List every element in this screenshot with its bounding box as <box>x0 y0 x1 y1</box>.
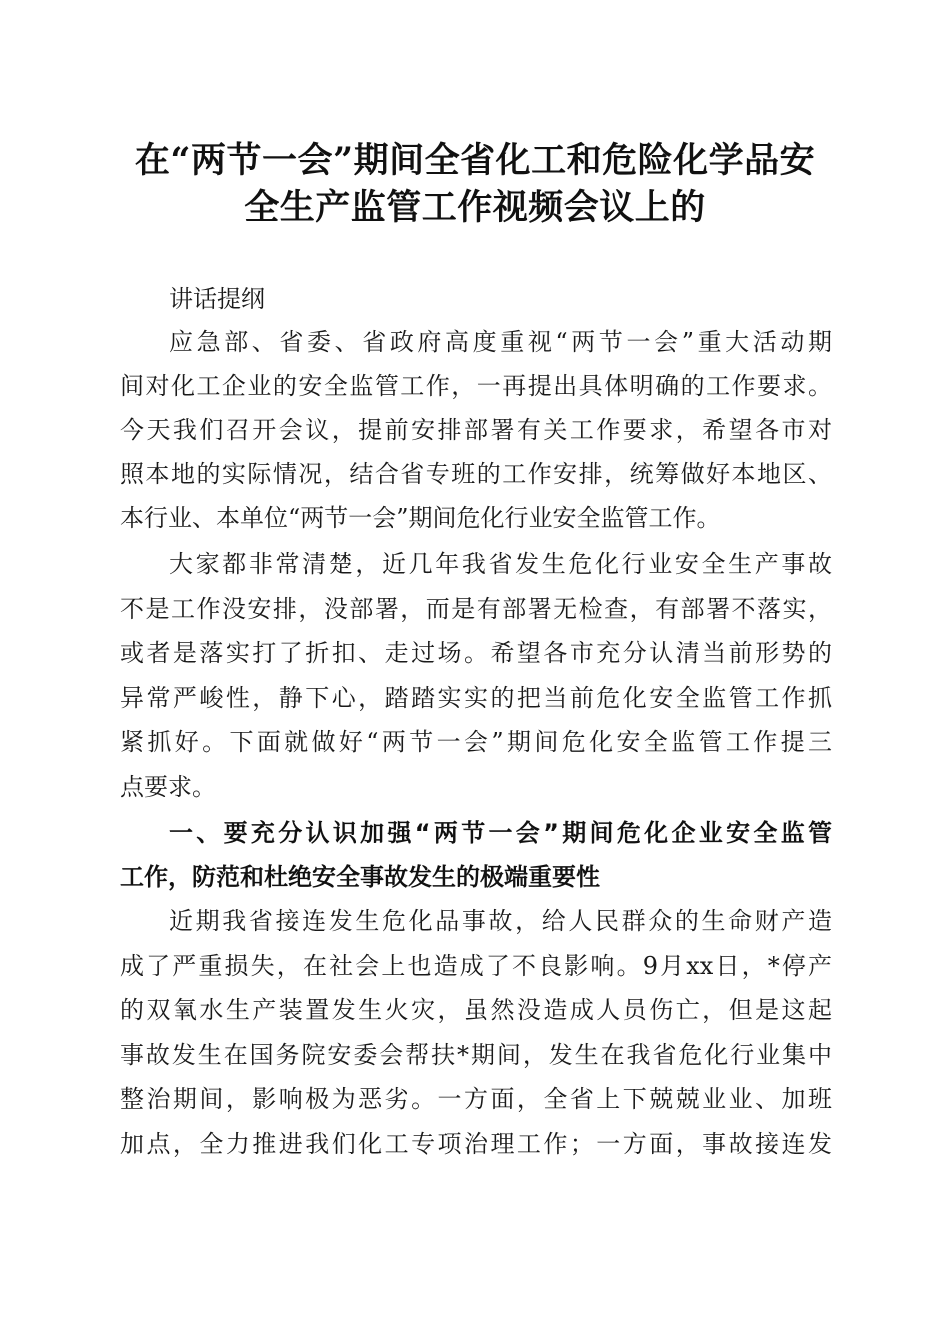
paragraph-1-line-3: 今天我们召开会议，提前安排部署有关工作要求，希望各市对 <box>120 416 832 444</box>
paragraph-3-line-2: 成了严重损失，在社会上也造成了不良影响。9月xx日，*停产 <box>120 952 832 980</box>
paragraph-2-line-4: 异常严峻性，静下心，踏踏实实的把当前危化安全监管工作抓 <box>120 684 832 712</box>
paragraph-2-line-6: 点要求。 <box>120 773 216 801</box>
document-title-line-1: 在“两节一会”期间全省化工和危险化学品安 <box>134 140 816 181</box>
subtitle: 讲话提纲 <box>169 285 265 313</box>
paragraph-1-line-5: 本行业、本单位“两节一会”期间危化行业安全监管工作。 <box>120 504 721 532</box>
paragraph-3-line-1: 近期我省接连发生危化品事故，给人民群众的生命财产造 <box>169 907 832 935</box>
paragraph-3-line-6: 加点，全力推进我们化工专项治理工作；一方面，事故接连发 <box>120 1130 832 1158</box>
paragraph-1-line-1: 应急部、省委、省政府高度重视“两节一会”重大活动期 <box>169 328 832 356</box>
paragraph-1-line-4: 照本地的实际情况，结合省专班的工作安排，统筹做好本地区、 <box>120 460 832 488</box>
paragraph-3-line-3: 的双氧水生产装置发生火灾，虽然没造成人员伤亡，但是这起 <box>120 996 832 1024</box>
document-title-line-2: 全生产监管工作视频会议上的 <box>244 187 706 228</box>
paragraph-3-line-5: 整治期间，影响极为恶劣。一方面，全省上下兢兢业业、加班 <box>120 1085 832 1113</box>
paragraph-3-line-4: 事故发生在国务院安委会帮扶*期间，发生在我省危化行业集中 <box>120 1041 832 1069</box>
section-heading-1-line-1: 一、要充分认识加强“两节一会”期间危化企业安全监管 <box>169 819 832 847</box>
paragraph-1-line-2: 间对化工企业的安全监管工作，一再提出具体明确的工作要求。 <box>120 372 832 400</box>
paragraph-2-line-1: 大家都非常清楚，近几年我省发生危化行业安全生产事故 <box>169 550 832 578</box>
paragraph-2-line-5: 紧抓好。下面就做好“两节一会”期间危化安全监管工作提三 <box>120 728 832 756</box>
paragraph-2-line-2: 不是工作没安排，没部署，而是有部署无检查，有部署不落实， <box>120 595 832 623</box>
paragraph-2-line-3: 或者是落实打了折扣、走过场。希望各市充分认清当前形势的 <box>120 639 832 667</box>
section-heading-1-line-2: 工作，防范和杜绝安全事故发生的极端重要性 <box>120 863 600 891</box>
